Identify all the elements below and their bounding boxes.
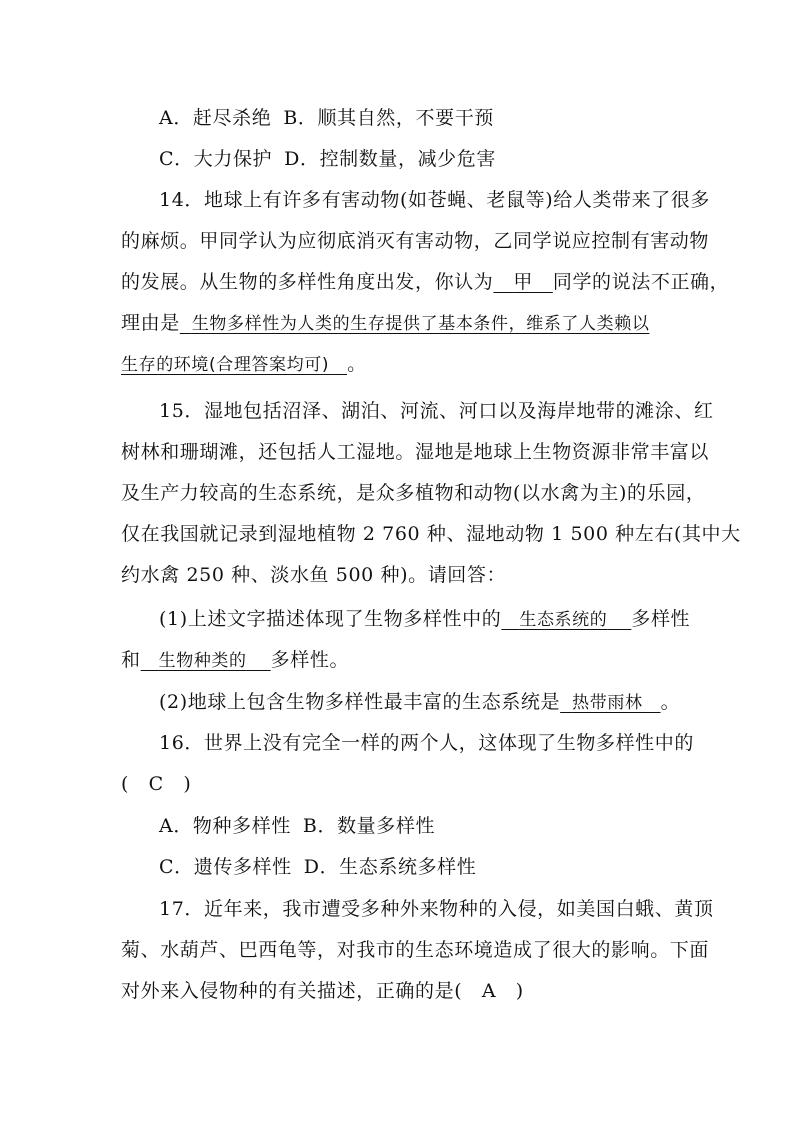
q15-line-4: 仅在我国就记录到湿地植物 2 760 种、湿地动物 1 500 种左右(其中大 — [121, 523, 741, 545]
q17-answer: ( A ) — [454, 980, 524, 1002]
q16-option-d: D．生态系统多样性 — [303, 856, 477, 878]
q17-line-3 — [121, 979, 681, 1003]
q14-line-5 — [121, 352, 681, 377]
q14-line-5-end: 。 — [347, 353, 367, 375]
q15-sub1-line-2-end: 多样性。 — [270, 649, 350, 671]
q14-answer-2-text-1: 生物多样性为人类的生存提供了基本条件，维系了人类赖以 — [191, 314, 650, 334]
q15-sub1-line-2 — [121, 648, 681, 673]
q14-reason-label: 理由是 — [121, 312, 180, 334]
q13-option-c: C．大力保护 — [159, 148, 273, 170]
q15-line-5: 约水禽 250 种、淡水鱼 500 种)。请回答： — [121, 564, 507, 586]
q15-sub1-text: (1)上述文字描述体现了生物多样性中的 — [159, 608, 502, 630]
q16-line-1: 16．世界上没有完全一样的两个人，这体现了生物多样性中的 — [159, 732, 694, 754]
q15-sub2-answer-blank — [560, 693, 660, 713]
q16-option-c: C．遗传多样性 — [159, 856, 292, 878]
q14-answer-2-part-1 — [180, 314, 650, 334]
q14-line-3-text: 的发展。从生物的多样性角度出发，你认为 — [121, 271, 494, 293]
q13-option-d: D．控制数量，减少危害 — [284, 148, 496, 170]
q15-line-3: 及生产力较高的生态系统，是众多植物和动物(以水禽为主)的乐园， — [121, 482, 706, 504]
q15-line-2: 树林和珊瑚滩，还包括人工湿地。湿地是地球上生物资源非常丰富以 — [121, 441, 710, 463]
q15-sub2-end: 。 — [660, 691, 681, 713]
q13-option-a: A．赶尽杀绝 — [159, 107, 272, 129]
q16-option-a: A．物种多样性 — [159, 815, 291, 837]
q13-option-b: B．顺其自然，不要干预 — [283, 107, 494, 129]
q15-sub1-line-1 — [159, 607, 719, 632]
q13-options-row-2 — [159, 147, 719, 171]
q15-sub1-answer-2: 生物种类的 — [158, 651, 247, 671]
q15-sub2-line — [159, 690, 719, 715]
q15-sub2-answer: 热带雨林 — [572, 693, 643, 713]
q16-option-b: B．数量多样性 — [302, 815, 436, 837]
q16-options-row-2 — [159, 855, 719, 879]
q13-options-row-1 — [159, 106, 719, 130]
q15-sub2-text: (2)地球上包含生物多样性最丰富的生态系统是 — [159, 691, 561, 713]
q14-line-3-end: 同学的说法不正确， — [552, 271, 730, 293]
q14-answer-blank-1 — [493, 271, 552, 293]
q15-sub1-line-2-start: 和 — [121, 649, 141, 671]
q14-answer-2-part-2 — [121, 355, 347, 375]
q14-line-4 — [121, 311, 681, 336]
q15-sub1-answer-1: 生态系统的 — [519, 610, 608, 630]
q14-line-2: 的麻烦。甲同学认为应彻底消灭有害动物，乙同学说应控制有害动物 — [121, 230, 710, 252]
q14-answer-2-text-2: 生存的环境(合理答案均可) — [121, 355, 330, 375]
q16-answer: ( C ) — [121, 773, 192, 795]
q17-line-2: 菊、水葫芦、巴西龟等，对我市的生态环境造成了很大的影响。下面 — [121, 939, 710, 961]
q14-line-1: 14．地球上有许多有害动物(如苍蝇、老鼠等)给人类带来了很多 — [159, 189, 711, 211]
q15-sub1-answer-blank-1 — [501, 610, 631, 630]
q17-line-1: 17．近年来，我市遭受多种外来物种的入侵，如美国白蛾、黄顶 — [159, 898, 714, 920]
q14-line-3 — [121, 270, 730, 294]
q17-line-3-text: 对外来入侵物种的有关描述，正确的是 — [121, 980, 455, 1002]
q16-options-row-1 — [159, 814, 719, 838]
q15-sub1-mid: 多样性 — [631, 608, 691, 630]
q15-line-1: 15．湿地包括沼泽、湖泊、河流、河口以及海岸地带的滩涂、红 — [159, 400, 714, 422]
q14-answer-1: 甲 — [513, 271, 533, 293]
q15-sub1-answer-blank-2 — [141, 651, 271, 671]
